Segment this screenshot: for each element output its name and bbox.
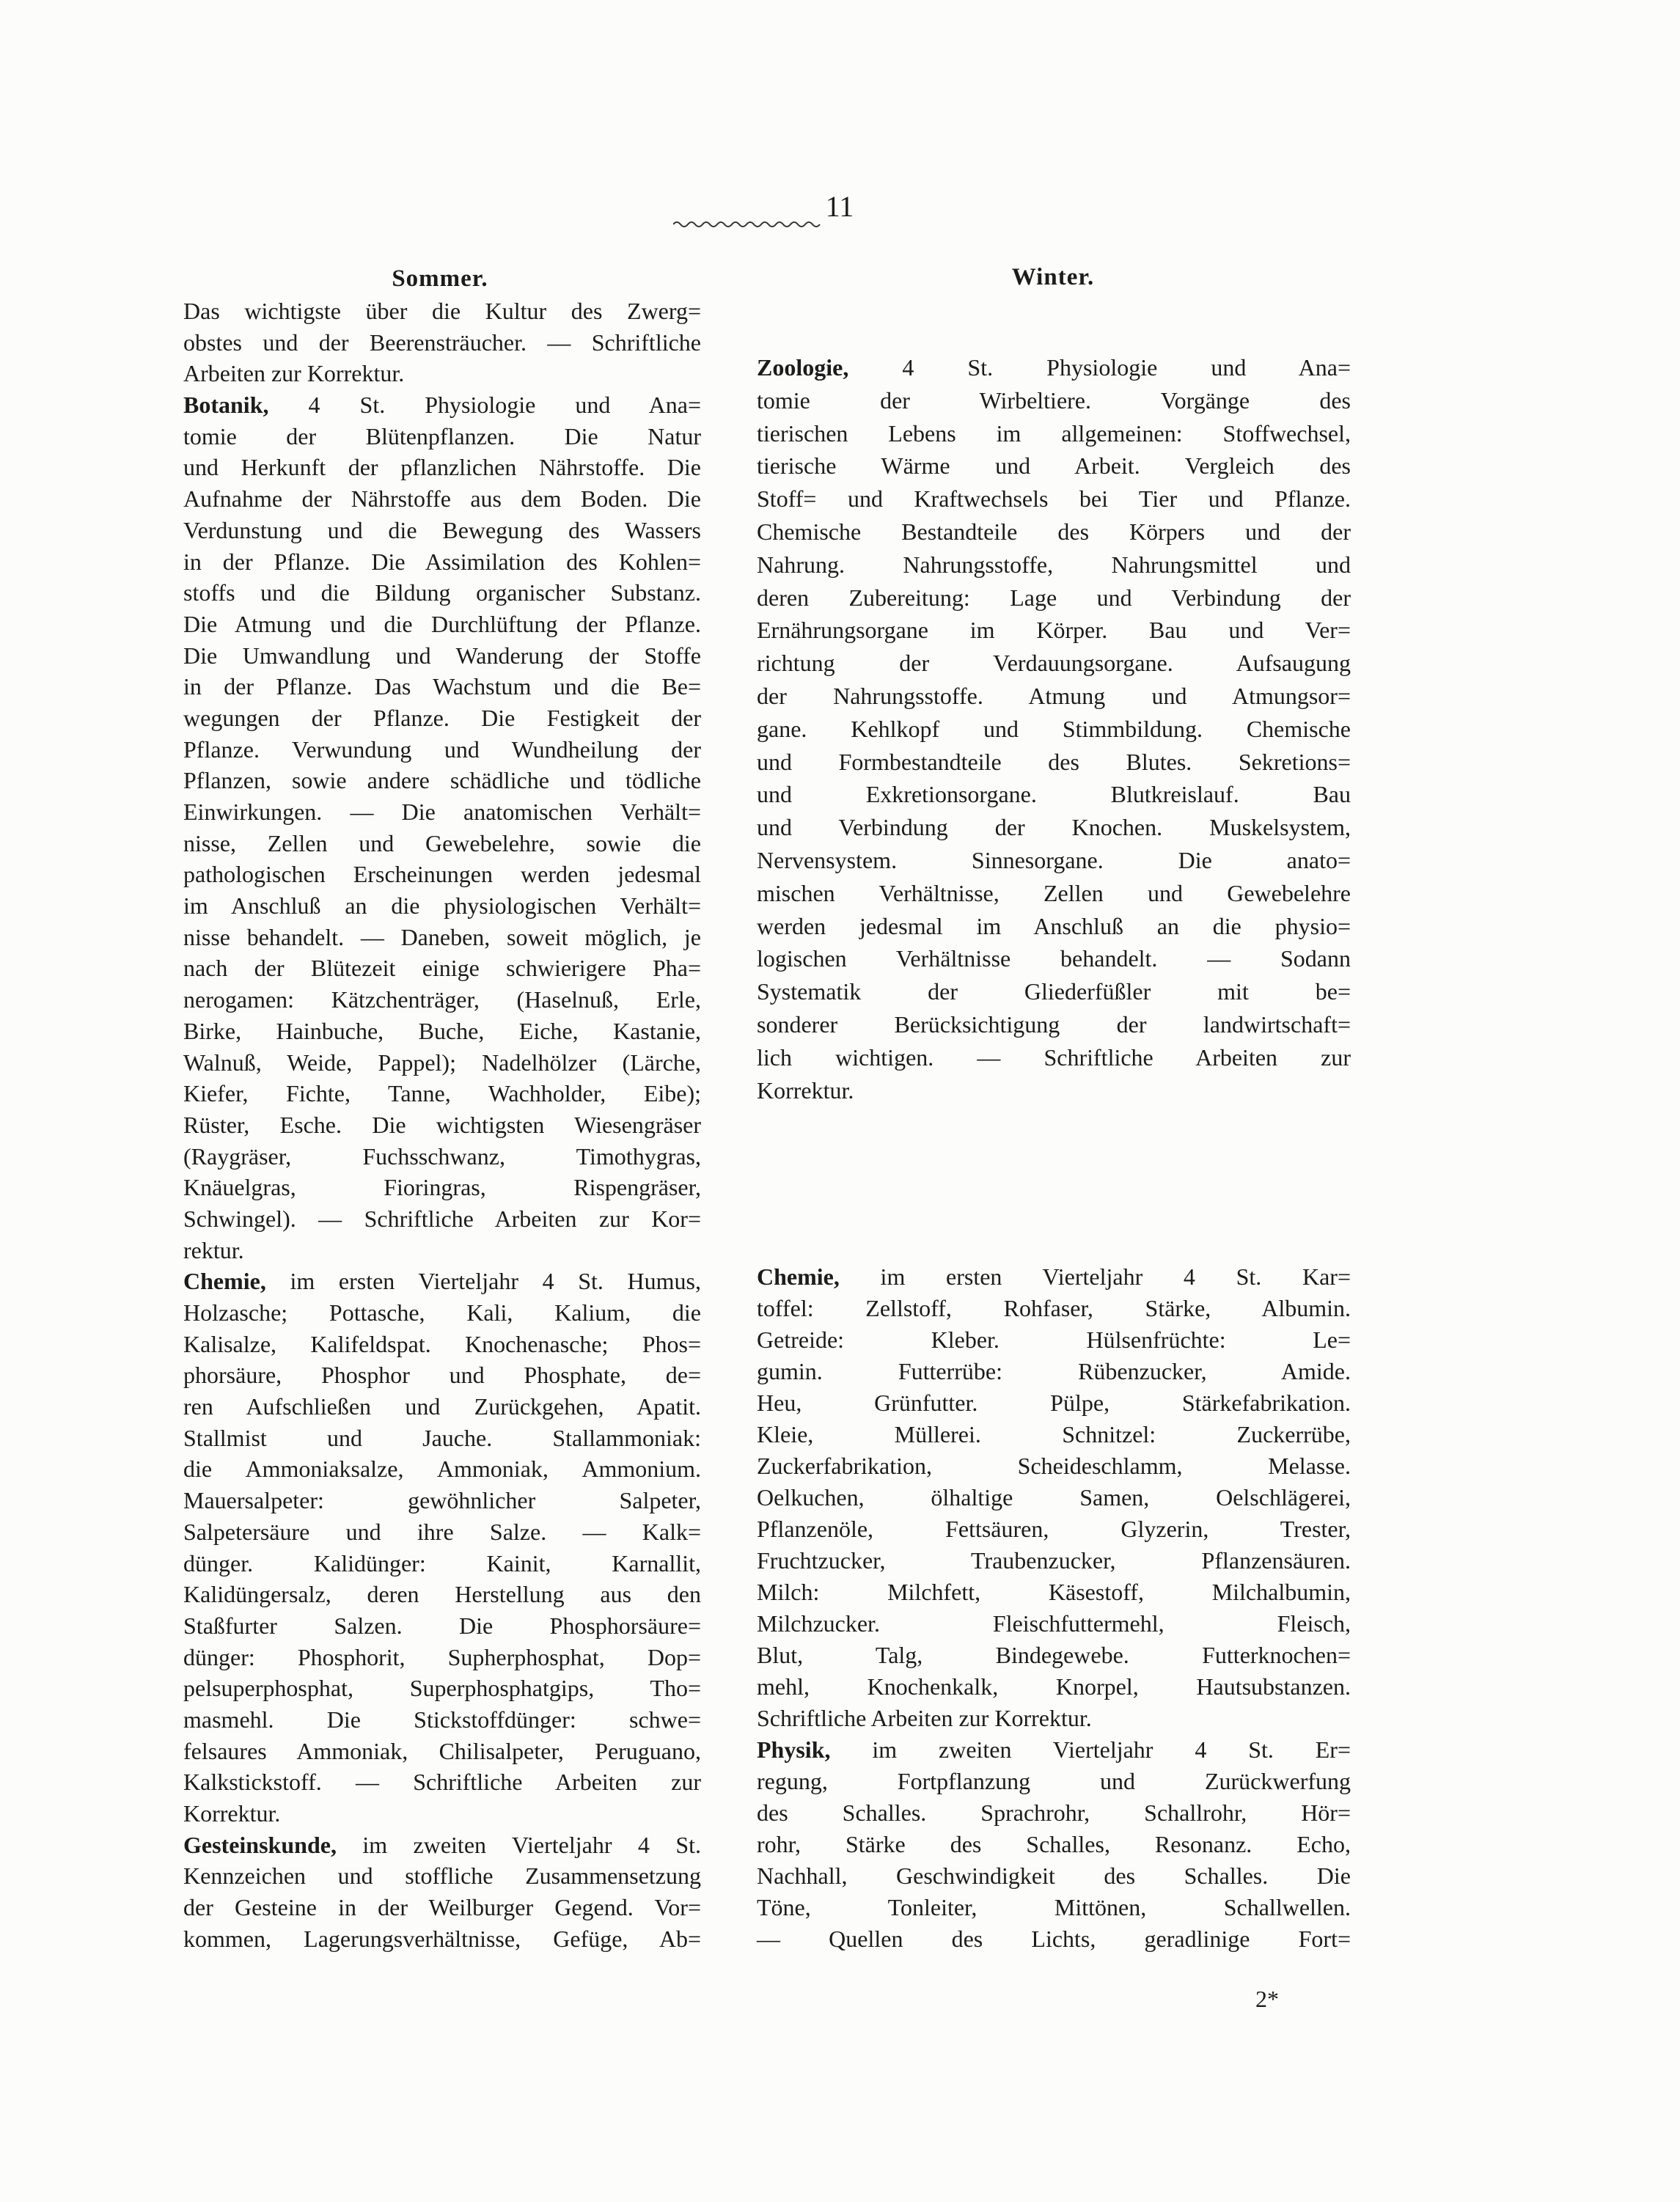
line-text: Verdunstung und die Bewegung des Wassers bbox=[183, 516, 701, 543]
text-line bbox=[757, 877, 1351, 910]
line-text: kommen, Lagerungsverhältnisse, Gefüge, Ab= bbox=[183, 1925, 701, 1952]
line-text: nach der Blütezeit einige schwierigere Pha= bbox=[183, 955, 701, 982]
line-text: Ernährungsorgane im Körper. Bau und Ver= bbox=[757, 617, 1351, 644]
text-line bbox=[757, 1671, 1351, 1703]
line-text: logischen Verhältnisse behandelt. — Sodann bbox=[757, 945, 1351, 972]
line-text: Zuckerfabrikation, Scheideschlamm, Melasse. bbox=[757, 1453, 1351, 1479]
text-line bbox=[183, 640, 701, 672]
line-text: Korrektur. bbox=[183, 1800, 281, 1827]
section-title: Botanik, bbox=[183, 392, 269, 419]
text-line bbox=[183, 1673, 701, 1704]
text-line bbox=[183, 922, 701, 953]
line-text: Arbeiten zur Korrektur. bbox=[183, 360, 405, 387]
line-text: der Gesteine in der Weilburger Gegend. Vor= bbox=[183, 1894, 701, 1921]
line-text: Blut, Talg, Bindegewebe. Futterknochen= bbox=[757, 1642, 1351, 1668]
text-line bbox=[183, 609, 701, 640]
text-line bbox=[183, 1610, 701, 1642]
text-line bbox=[183, 953, 701, 984]
line-text: Pflanzen, sowie andere schädliche und tödliche bbox=[183, 767, 701, 794]
text-line bbox=[757, 1734, 1351, 1766]
line-text: und Exkretionsorgane. Blutkreislauf. Bau bbox=[757, 781, 1351, 808]
text-line bbox=[183, 828, 701, 859]
text-line bbox=[183, 1453, 701, 1485]
line-text: Holzasche; Pottasche, Kali, Kalium, die bbox=[183, 1299, 701, 1326]
text-line bbox=[757, 1513, 1351, 1545]
line-text: obstes und der Beerensträucher. — Schriftliche bbox=[183, 329, 701, 356]
text-line bbox=[757, 811, 1351, 844]
line-text: Korrektur. bbox=[757, 1076, 854, 1104]
text-line bbox=[757, 1074, 1351, 1107]
text-line bbox=[183, 1047, 701, 1079]
text-line bbox=[757, 1041, 1351, 1074]
line-text: Systematik der Gliederfüßler mit be= bbox=[757, 978, 1351, 1005]
text-line bbox=[183, 765, 701, 796]
text-line bbox=[757, 844, 1351, 877]
line-text: rohr, Stärke des Schalles, Resonanz. Echo, bbox=[757, 1831, 1351, 1857]
line-text: im ersten Vierteljahr 4 St. Kar= bbox=[839, 1263, 1351, 1290]
text-line bbox=[757, 1482, 1351, 1513]
left-column-text bbox=[183, 296, 701, 1954]
text-line bbox=[183, 1391, 701, 1423]
line-text: der Nahrungsstoffe. Atmung und Atmungsor= bbox=[757, 682, 1351, 709]
line-text: 4 St. Physiologie und Ana= bbox=[268, 392, 701, 419]
text-line bbox=[757, 1293, 1351, 1324]
line-text: Kalkstickstoff. — Schriftliche Arbeiten zur bbox=[183, 1769, 701, 1796]
text-line bbox=[757, 910, 1351, 943]
text-line bbox=[757, 1008, 1351, 1041]
line-text: Schriftliche Arbeiten zur Korrektur. bbox=[757, 1705, 1092, 1731]
text-line bbox=[183, 1266, 701, 1297]
right-column-chemistry-physics-block bbox=[757, 1261, 1351, 1955]
text-line bbox=[183, 1235, 701, 1266]
line-text: Kalisalze, Kalifeldspat. Knochenasche; Phos= bbox=[183, 1330, 701, 1357]
text-line bbox=[757, 351, 1351, 384]
line-text: Das wichtigste über die Kultur des Zwerg= bbox=[183, 298, 701, 324]
line-text: Rüster, Esche. Die wichtigsten Wiesengräser bbox=[183, 1111, 701, 1138]
line-text: nerogamen: Kätzchenträger, (Haselnuß, Erle, bbox=[183, 986, 701, 1013]
line-text: phorsäure, Phosphor und Phosphate, de= bbox=[183, 1362, 701, 1389]
text-line bbox=[757, 1703, 1351, 1734]
left-column-heading: Sommer. bbox=[392, 265, 488, 292]
line-text: Nahrung. Nahrungsstoffe, Nahrungsmittel und bbox=[757, 551, 1351, 578]
text-line bbox=[183, 296, 701, 327]
text-line bbox=[183, 1579, 701, 1610]
line-text: rektur. bbox=[183, 1236, 244, 1263]
line-text: dünger. Kalidünger: Kainit, Karnallit, bbox=[183, 1549, 701, 1577]
text-line bbox=[757, 975, 1351, 1008]
line-text: Die Atmung und die Durchlüftung der Pflanze. bbox=[183, 610, 701, 637]
line-text: tierischen Lebens im allgemeinen: Stoffwechsel, bbox=[757, 419, 1351, 447]
line-text: pelsuperphosphat, Superphosphatgips, Tho= bbox=[183, 1675, 701, 1702]
text-line bbox=[757, 1608, 1351, 1640]
line-text: lich wichtigen. — Schriftliche Arbeiten zur bbox=[757, 1043, 1351, 1071]
line-text: wegungen der Pflanze. Die Festigkeit der bbox=[183, 704, 701, 731]
line-text: Oelkuchen, ölhaltige Samen, Oelschlägerei, bbox=[757, 1484, 1351, 1511]
text-line bbox=[757, 1261, 1351, 1293]
text-line bbox=[183, 1297, 701, 1329]
line-text: Einwirkungen. — Die anatomischen Verhält= bbox=[183, 799, 701, 825]
text-line bbox=[757, 515, 1351, 548]
line-text: masmehl. Die Stickstoffdünger: schwe= bbox=[183, 1706, 701, 1733]
text-line bbox=[757, 746, 1351, 779]
line-text: 4 St. Physiologie und Ana= bbox=[848, 354, 1351, 381]
text-line bbox=[183, 546, 701, 578]
line-text: in der Pflanze. Das Wachstum und die Be= bbox=[183, 673, 701, 700]
text-line bbox=[183, 1141, 701, 1172]
line-text: Mauersalpeter: gewöhnlicher Salpeter, bbox=[183, 1487, 701, 1514]
text-line bbox=[757, 1640, 1351, 1671]
line-text: stoffs und die Bildung organischer Substanz. bbox=[183, 579, 701, 606]
section-title: Chemie, bbox=[757, 1263, 840, 1290]
line-text: und Verbindung der Knochen. Muskelsystem, bbox=[757, 814, 1351, 841]
line-text: sonderer Berücksichtigung der landwirtschaft= bbox=[757, 1010, 1351, 1038]
line-text: Milch: Milchfett, Käsestoff, Milchalbumin, bbox=[757, 1579, 1351, 1605]
text-line bbox=[183, 1923, 701, 1955]
text-line bbox=[183, 1078, 701, 1109]
line-text: im Anschluß an die physiologischen Verhält= bbox=[183, 892, 701, 920]
line-text: — Quellen des Lichts, geradlinige Fort= bbox=[757, 1926, 1351, 1952]
decorative-wavy-rule bbox=[673, 220, 824, 229]
line-text: und Formbestandteile des Blutes. Sekretions= bbox=[757, 748, 1351, 775]
line-text: (Raygräser, Fuchsschwanz, Timothygras, bbox=[183, 1142, 701, 1170]
text-line bbox=[757, 1419, 1351, 1450]
text-line bbox=[183, 890, 701, 922]
line-text: Kalidüngersalz, deren Herstellung aus den bbox=[183, 1581, 701, 1608]
line-text: Fruchtzucker, Traubenzucker, Pflanzensäuren. bbox=[757, 1547, 1351, 1574]
text-line bbox=[183, 1892, 701, 1923]
text-line bbox=[183, 1423, 701, 1454]
line-text: Pflanze. Verwundung und Wundheilung der bbox=[183, 735, 701, 763]
text-line bbox=[757, 778, 1351, 811]
text-line bbox=[183, 796, 701, 828]
text-line bbox=[757, 1387, 1351, 1419]
text-line bbox=[183, 1830, 701, 1861]
line-text: Staßfurter Salzen. Die Phosphorsäure= bbox=[183, 1612, 701, 1639]
line-text: Stallmist und Jauche. Stallammoniak: bbox=[183, 1424, 701, 1451]
text-line bbox=[757, 384, 1351, 417]
text-line bbox=[757, 1577, 1351, 1608]
text-line bbox=[183, 1359, 701, 1391]
text-line bbox=[183, 1704, 701, 1736]
line-text: Die Umwandlung und Wanderung der Stoffe bbox=[183, 642, 701, 669]
text-line bbox=[757, 1766, 1351, 1797]
text-line bbox=[757, 548, 1351, 581]
text-line bbox=[183, 671, 701, 702]
text-line bbox=[757, 1545, 1351, 1577]
section-title: Chemie, bbox=[183, 1268, 266, 1295]
line-text: toffel: Zellstoff, Rohfaser, Stärke, Albumin. bbox=[757, 1295, 1351, 1321]
text-line bbox=[183, 734, 701, 766]
text-line bbox=[757, 449, 1351, 482]
line-text: gumin. Futterrübe: Rübenzucker, Amide. bbox=[757, 1358, 1351, 1384]
text-line bbox=[183, 1016, 701, 1047]
section-title: Physik, bbox=[757, 1736, 831, 1763]
text-line bbox=[183, 1798, 701, 1830]
line-text: Nachhall, Geschwindigkeit des Schalles. Die bbox=[757, 1862, 1351, 1889]
text-line bbox=[183, 1736, 701, 1767]
text-line bbox=[183, 1203, 701, 1235]
line-text: deren Zubereitung: Lage und Verbindung der bbox=[757, 584, 1351, 611]
line-text: dünger: Phosphorit, Supherphosphat, Dop= bbox=[183, 1643, 701, 1670]
text-line bbox=[757, 713, 1351, 746]
text-line bbox=[183, 1485, 701, 1516]
line-text: im zweiten Vierteljahr 4 St. Er= bbox=[830, 1736, 1351, 1763]
line-text: gane. Kehlkopf und Stimmbildung. Chemische bbox=[757, 715, 1351, 742]
text-line bbox=[183, 1860, 701, 1892]
text-line bbox=[757, 942, 1351, 975]
line-text: Heu, Grünfutter. Pülpe, Stärkefabrikation. bbox=[757, 1390, 1351, 1416]
right-column-zoology-block bbox=[757, 351, 1351, 1106]
text-line bbox=[757, 417, 1351, 450]
text-line bbox=[183, 1329, 701, 1360]
text-line bbox=[183, 483, 701, 515]
text-line bbox=[183, 1172, 701, 1203]
text-line bbox=[757, 1892, 1351, 1923]
page-number: 11 bbox=[825, 190, 854, 223]
text-line bbox=[183, 515, 701, 546]
text-line bbox=[757, 581, 1351, 614]
line-text: mehl, Knochenkalk, Knorpel, Hautsubstanzen. bbox=[757, 1673, 1351, 1700]
line-text: nisse, Zellen und Gewebelehre, sowie die bbox=[183, 829, 701, 856]
text-line bbox=[183, 358, 701, 389]
line-text: in der Pflanze. Die Assimilation des Kohlen= bbox=[183, 548, 701, 575]
line-text: im zweiten Vierteljahr 4 St. bbox=[336, 1831, 701, 1858]
text-line bbox=[183, 577, 701, 609]
text-line bbox=[183, 702, 701, 734]
line-text: Töne, Tonleiter, Mittönen, Schallwellen. bbox=[757, 1894, 1351, 1920]
text-line bbox=[757, 647, 1351, 680]
line-text: Kiefer, Fichte, Tanne, Wachholder, Eibe); bbox=[183, 1080, 701, 1107]
line-text: Chemische Bestandteile des Körpers und der bbox=[757, 518, 1351, 545]
line-text: des Schalles. Sprachrohr, Schallrohr, Hör= bbox=[757, 1799, 1351, 1826]
line-text: tomie der Wirbeltiere. Vorgänge des bbox=[757, 386, 1351, 414]
section-title: Zoologie, bbox=[757, 354, 849, 381]
line-text: tomie der Blütenpflanzen. Die Natur bbox=[183, 422, 701, 449]
text-line bbox=[183, 389, 701, 421]
line-text: Nervensystem. Sinnesorgane. Die anato= bbox=[757, 846, 1351, 873]
text-line bbox=[183, 1516, 701, 1548]
text-line bbox=[183, 984, 701, 1016]
line-text: Birke, Hainbuche, Buche, Eiche, Kastanie, bbox=[183, 1017, 701, 1044]
text-line bbox=[183, 1548, 701, 1579]
line-text: und Herkunft der pflanzlichen Nährstoffe. Die bbox=[183, 454, 701, 481]
signature-mark: 2* bbox=[1255, 1986, 1279, 2012]
text-line bbox=[757, 1923, 1351, 1955]
line-text: Milchzucker. Fleischfuttermehl, Fleisch, bbox=[757, 1610, 1351, 1637]
text-line bbox=[183, 1109, 701, 1141]
text-line bbox=[757, 1860, 1351, 1892]
line-text: mischen Verhältnisse, Zellen und Gewebelehre bbox=[757, 879, 1351, 906]
text-line bbox=[757, 614, 1351, 647]
line-text: Knäuelgras, Fioringras, Rispengräser, bbox=[183, 1174, 701, 1201]
text-line bbox=[183, 452, 701, 483]
text-line bbox=[757, 482, 1351, 515]
line-text: regung, Fortpflanzung und Zurückwerfung bbox=[757, 1768, 1351, 1794]
line-text: Walnuß, Weide, Pappel); Nadelhölzer (Lärche, bbox=[183, 1049, 701, 1076]
line-text: pathologischen Erscheinungen werden jedesmal bbox=[183, 861, 701, 888]
text-line bbox=[757, 1797, 1351, 1829]
line-text: Stoff= und Kraftwechsels bei Tier und Pflanze. bbox=[757, 485, 1351, 513]
text-line bbox=[183, 327, 701, 359]
text-line bbox=[757, 1829, 1351, 1860]
line-text: Getreide: Kleber. Hülsenfrüchte: Le= bbox=[757, 1326, 1351, 1353]
line-text: die Ammoniaksalze, Ammoniak, Ammonium. bbox=[183, 1456, 701, 1483]
line-text: Salpetersäure und ihre Salze. — Kalk= bbox=[183, 1518, 701, 1545]
line-text: Aufnahme der Nährstoffe aus dem Boden. Die bbox=[183, 485, 701, 513]
text-line bbox=[183, 859, 701, 890]
text-line bbox=[183, 421, 701, 452]
text-line bbox=[183, 1766, 701, 1798]
line-text: nisse behandelt. — Daneben, soweit möglich, je bbox=[183, 923, 701, 950]
text-line bbox=[757, 680, 1351, 713]
line-text: richtung der Verdauungsorgane. Aufsaugung bbox=[757, 650, 1351, 677]
line-text: Schwingel). — Schriftliche Arbeiten zur Kor= bbox=[183, 1205, 701, 1232]
text-line bbox=[183, 1642, 701, 1673]
line-text: tierische Wärme und Arbeit. Vergleich des bbox=[757, 452, 1351, 480]
section-title: Gesteinskunde, bbox=[183, 1831, 337, 1858]
line-text: ren Aufschließen und Zurückgehen, Apatit. bbox=[183, 1393, 701, 1420]
text-line bbox=[757, 1450, 1351, 1482]
text-line bbox=[757, 1356, 1351, 1387]
line-text: Pflanzenöle, Fettsäuren, Glyzerin, Trester, bbox=[757, 1516, 1351, 1542]
text-line bbox=[757, 1324, 1351, 1356]
line-text: Kennzeichen und stoffliche Zusammensetzung bbox=[183, 1862, 701, 1890]
right-column-heading: Winter. bbox=[1011, 264, 1095, 290]
line-text: werden jedesmal im Anschluß an die physio= bbox=[757, 912, 1351, 939]
line-text: felsaures Ammoniak, Chilisalpeter, Peruguano, bbox=[183, 1737, 701, 1764]
line-text: im ersten Vierteljahr 4 St. Humus, bbox=[265, 1268, 701, 1295]
line-text: Kleie, Müllerei. Schnitzel: Zuckerrübe, bbox=[757, 1421, 1351, 1447]
